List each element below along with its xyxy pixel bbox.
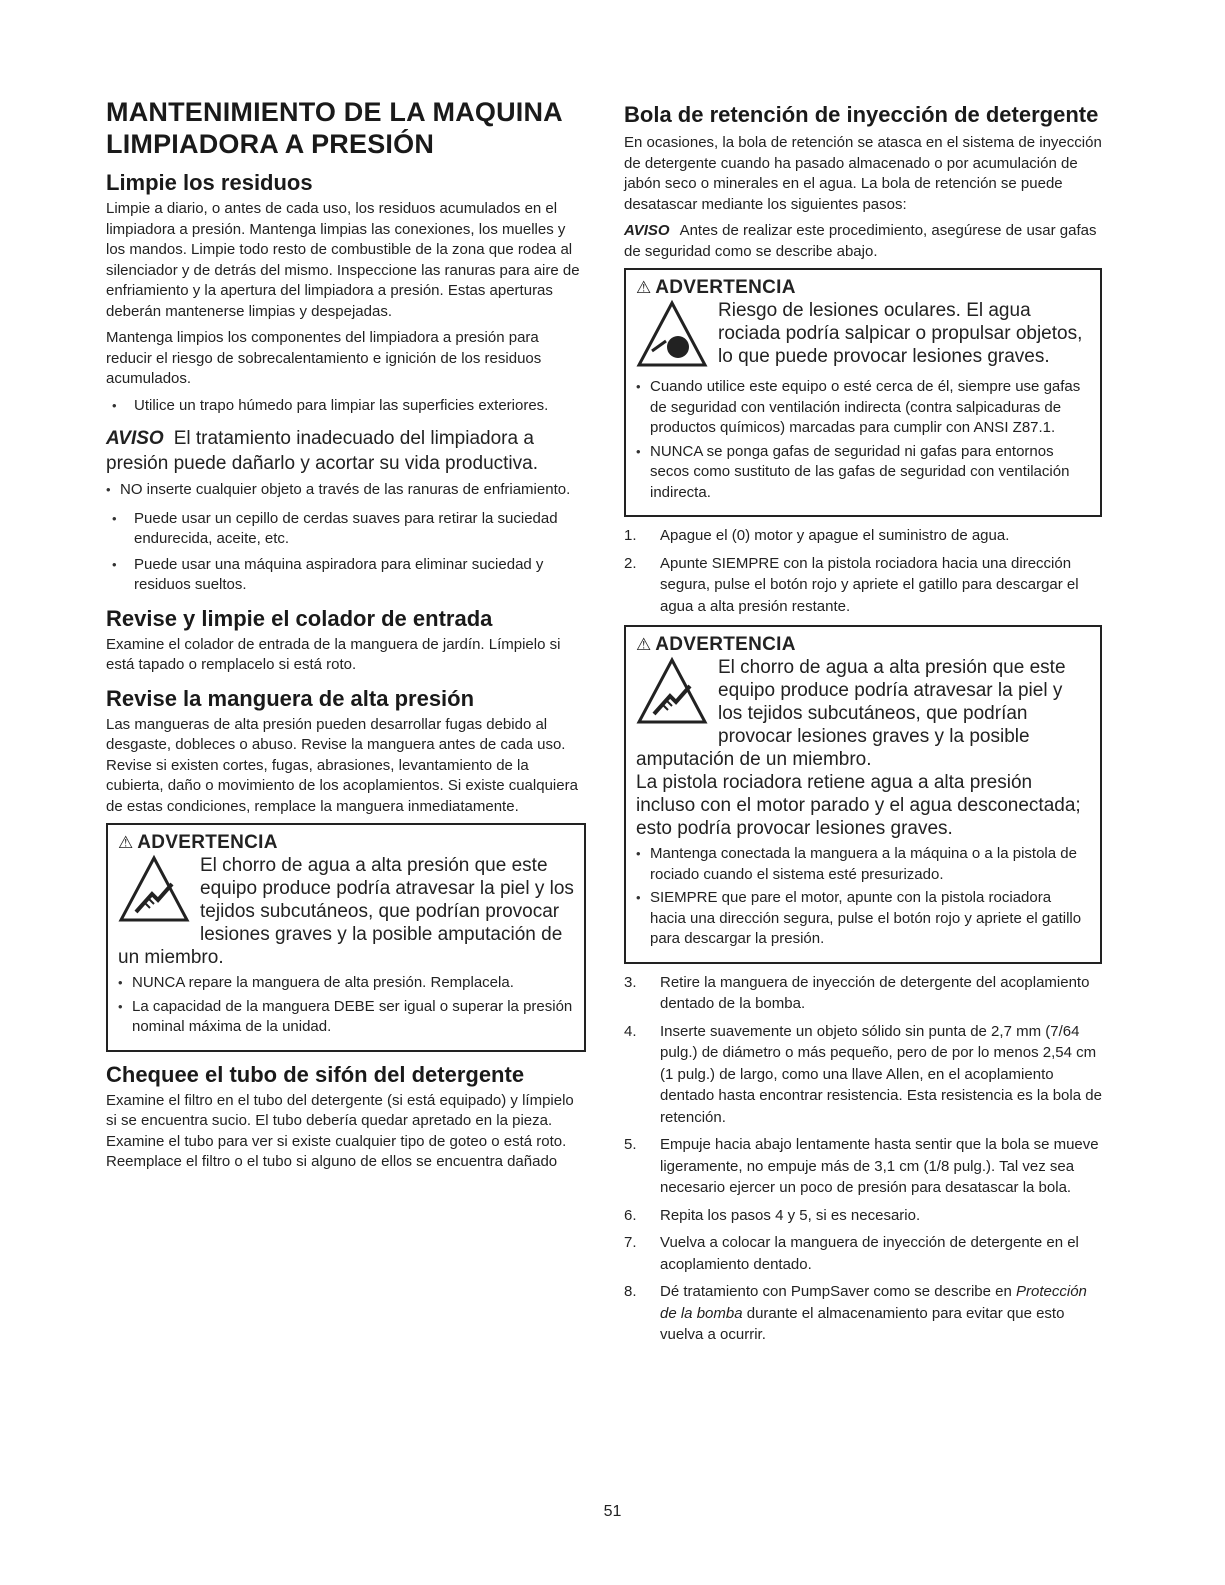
steps-list xyxy=(624,972,1102,1346)
list-item: • NUNCA se ponga gafas de seguridad ni gafas para entornos secos como sustituto de las gafas de seguridad con ventilación indirecta. xyxy=(636,442,1090,504)
notice-label: AVISO xyxy=(624,222,670,239)
list-item xyxy=(624,553,1102,618)
warning-text: La pistola rociadora retiene agua a alta presión incluso con el motor parado y el agua desconectada; esto podría provocar lesiones graves. xyxy=(636,772,1081,839)
warning-label: ADVERTENCIA xyxy=(137,832,278,853)
warning-label: ADVERTENCIA xyxy=(655,634,796,655)
list-item: • NO inserte cualquier objeto a través de las ranuras de enfriamiento. xyxy=(106,480,586,501)
list-item xyxy=(624,1281,1102,1346)
list-item xyxy=(624,1021,1102,1129)
cross-reference: Protección de la bomba xyxy=(660,1283,1087,1322)
step-text: Empuje hacia abajo lentamente hasta sentir que la bola se mueve ligeramente, no empuje más de 3,1 cm (1/8 pulg.). Tal vez sea necesario ejercer un poco de presión para desatascar la bola. xyxy=(660,1136,1099,1196)
step-number: 3. xyxy=(624,973,637,991)
eye-injury-hazard-icon xyxy=(636,299,708,371)
step-text: Inserte suavemente un objeto sólido sin punta de 2,7 mm (7/64 pulg.) de diámetro o más pequeño, pero de por lo menos 2,54 cm (1 pulg.) de largo, como una llave Allen, en el acoplamiento dentado hasta encontrar resistencia. Esta resistencia es la bola de retención. xyxy=(660,1022,1102,1126)
warning-header xyxy=(118,831,574,854)
bullet-list xyxy=(636,844,1090,950)
step-number: 6. xyxy=(624,1206,637,1224)
notice-text: El tratamiento inadecuado del limpiadora a presión puede dañarlo y acortar su vida productiva. xyxy=(106,428,538,474)
list-item: • SIEMPRE que pare el motor, apunte con la pistola rociadora hacia una dirección segura, pulse el botón rojo y apriete el gatillo para descargar la presión. xyxy=(636,888,1090,950)
list-item: • Cuando utilice este equipo o esté cerca de él, siempre use gafas de seguridad con ventilación indirecta (contra salpicaduras de productos químicos) marcadas para cumplir con ANSI Z87.1. xyxy=(636,377,1090,439)
section-heading-limpie-residuos: Limpie los residuos xyxy=(106,170,313,195)
warning-triangle-icon: ⚠ xyxy=(636,635,652,654)
bullet-list xyxy=(106,509,586,596)
warning-text: El chorro de agua a alta presión que este equipo produce podría atravesar la piel y los tejidos subcutáneos, que podrían provocar lesiones graves y la posible amputación de un miembro. xyxy=(636,657,1066,770)
warning-triangle-icon: ⚠ xyxy=(118,833,134,852)
list-item: • Puede usar una máquina aspiradora para eliminar suciedad y residuos sueltos. xyxy=(106,555,586,596)
paragraph: Limpie a diario, o antes de cada uso, los residuos acumulados en el limpiadora a presión. Mantenga limpias las conexiones, los muelles y los mandos. Limpie todo resto de combustible de la zona que rodea al silenciador y de detrás del mismo. Inspeccione las ranuras para aire de enfriamiento y la apertura del limpiadora a presión. Estas aperturas deberán mantenerse limpias y despejadas. xyxy=(106,200,580,320)
step-number: 7. xyxy=(624,1234,637,1251)
warning-label: ADVERTENCIA xyxy=(655,277,796,298)
warning-text: El chorro de agua a alta presión que este equipo produce podría atravesar la piel y los tejidos subcutáneos, que podrían provocar lesiones graves y la posible amputación de un miembro. xyxy=(118,855,574,968)
page-number: 51 xyxy=(603,1503,622,1520)
warning-text: Riesgo de lesiones oculares. El agua rociada podría salpicar o propulsar objetos, lo que puede provocar lesiones graves. xyxy=(718,300,1083,367)
section-heading-colador: Revise y limpie el colador de entrada xyxy=(106,605,493,631)
step-text: Apunte SIEMPRE con la pistola rociadora hacia una dirección segura, pulse el botón rojo y apriete el gatillo para descargar el agua a alta presión restante. xyxy=(660,554,1079,615)
warning-body xyxy=(118,854,574,969)
section-heading-manguera: Revise la manguera de alta presión xyxy=(106,685,475,711)
list-item xyxy=(624,1232,1102,1275)
warning-triangle-icon: ⚠ xyxy=(636,278,652,297)
list-item xyxy=(624,972,1102,1015)
left-column xyxy=(106,96,586,1179)
warning-header xyxy=(636,633,1090,656)
section-heading-bola-retencion: Bola de retención de inyección de detergente xyxy=(624,102,1099,127)
step-number: 5. xyxy=(624,1136,637,1153)
list-item: • La capacidad de la manguera DEBE ser igual o superar la presión nominal máxima de la unidad. xyxy=(118,997,574,1038)
step-text: Dé tratamiento con PumpSaver como se describe en xyxy=(660,1283,1012,1300)
skin-injection-hazard-icon xyxy=(118,854,190,926)
skin-injection-hazard-icon xyxy=(636,656,708,728)
list-item xyxy=(624,525,1102,547)
section-heading-sifon: Chequee el tubo de sifón del detergente xyxy=(106,1061,525,1087)
step-text: Apague el (0) motor y apague el suministro de agua. xyxy=(660,527,1010,544)
step-number: 1. xyxy=(624,527,637,544)
bullet-list xyxy=(636,377,1090,503)
warning-box xyxy=(106,823,586,1052)
list-item: • Puede usar un cepillo de cerdas suaves para retirar la suciedad endurecida, aceite, etc. xyxy=(106,509,586,550)
notice xyxy=(624,221,1102,262)
paragraph: Examine el colador de entrada de la manguera de jardín. Límpielo si está tapado o remplacelo si está roto. xyxy=(106,635,561,673)
notice xyxy=(106,426,586,476)
paragraph: Las mangueras de alta presión pueden desarrollar fugas debido al desgaste, dobleces o abuso. Revise la manguera antes de cada uso. Revise si existen cortes, fugas, abrasiones, levantamiento de la cubierta, daño o movimiento de los acoplamientos. Si existe cualquiera de estas condiciones, remplace la manguera inmediatamente. xyxy=(106,715,578,815)
step-number: 2. xyxy=(624,554,637,572)
warning-header xyxy=(636,276,1090,299)
step-text: Vuelva a colocar la manguera de inyección de detergente en el acoplamiento dentado. xyxy=(660,1234,1079,1273)
list-item xyxy=(624,1134,1102,1199)
warning-body xyxy=(636,276,1090,373)
warning-body xyxy=(636,656,1090,771)
list-item: • NUNCA repare la manguera de alta presión. Remplacela. xyxy=(118,973,574,994)
right-column xyxy=(624,102,1102,1354)
step-number: 8. xyxy=(624,1283,637,1300)
bullet-list xyxy=(106,480,586,501)
notice-label: AVISO xyxy=(106,428,164,449)
warning-box xyxy=(624,268,1102,517)
warning-box xyxy=(624,625,1102,964)
paragraph: En ocasiones, la bola de retención se atasca en el sistema de inyección de detergente cuando ha pasado almacenado o por acumulación de jabón seco o minerales en el agua. La bola de retención se puede desatascar mediante los siguientes pasos: xyxy=(624,134,1102,213)
paragraph: Mantenga limpios los componentes del limpiadora a presión para reducir el riesgo de sobrecalentamiento e ignición de los residuos acumulados. xyxy=(106,329,542,387)
notice-text: Antes de realizar este procedimiento, asegúrese de usar gafas de seguridad como se describe abajo. xyxy=(624,222,1097,260)
bullet-list xyxy=(106,396,586,417)
step-number: 4. xyxy=(624,1022,637,1040)
page-title: MANTENIMIENTO DE LA MAQUINA LIMPIADORA A PRESIÓN xyxy=(106,97,562,159)
bullet-list xyxy=(118,973,574,1038)
steps-list xyxy=(624,525,1102,617)
step-text: Retire la manguera de inyección de detergente del acoplamiento dentado de la bomba. xyxy=(660,973,1090,1012)
step-text: durante el almacenamiento para evitar que esto vuelva a ocurrir. xyxy=(660,1304,1065,1343)
paragraph: Examine el filtro en el tubo del detergente (si está equipado) y límpielo si se encuentra sucio. El tubo debería quedar apretado en la pieza. Examine el tubo para ver si existe cualquier tipo de goteo o está roto. Reemplace el filtro o el tubo si alguno de ellos se encuentra dañado xyxy=(106,1091,574,1170)
list-item xyxy=(624,1205,1102,1227)
list-item: • Utilice un trapo húmedo para limpiar las superficies exteriores. xyxy=(106,396,586,417)
step-text: Repita los pasos 4 y 5, si es necesario. xyxy=(660,1206,921,1224)
list-item: • Mantenga conectada la manguera a la máquina o a la pistola de rociado cuando el sistema esté presurizado. xyxy=(636,844,1090,885)
